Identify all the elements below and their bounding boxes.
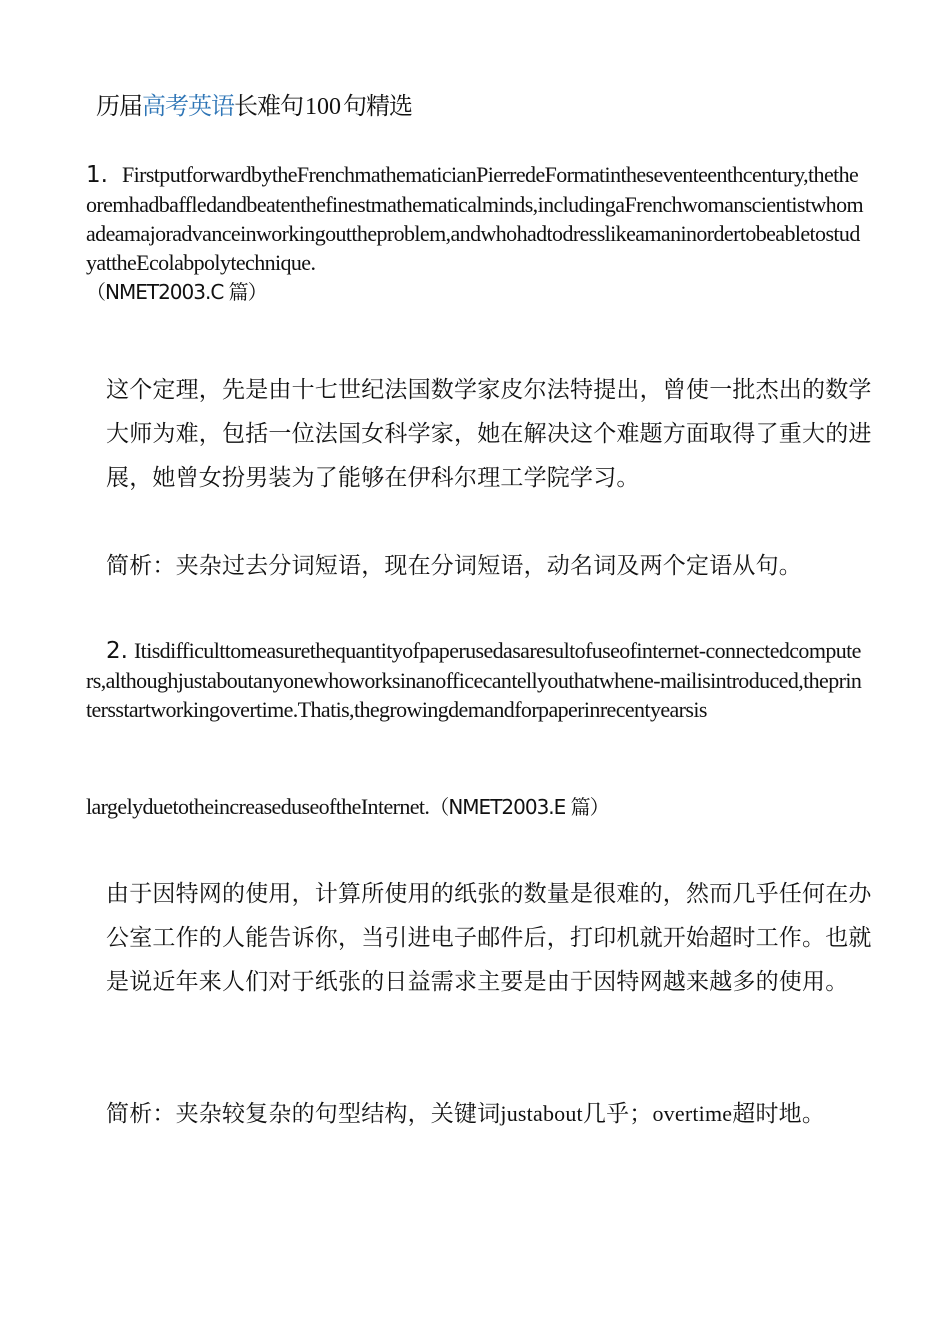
keyword-overtime-meaning: 超时地。 [732, 1101, 826, 1127]
item-2-number: 2. [106, 638, 128, 664]
item-2-english-text-a: Itisdifficulttomeasurethequantityofpaperusedasaresultofuseofinternet-connectedcomputers,althoughjustaboutanyonewhoworksinanofficecantellyouthatwhene-mailisintroduced,theprintersstartworkingovertime.Thatis,thegrowingdemandforpaperinrecentyearsis [86, 638, 862, 722]
item-2-english-text-b: largelyduetotheincreaseduseoftheInternet. [86, 794, 430, 819]
item-1-translation: 这个定理，先是由十七世纪法国数学家皮尔法特提出，曾使一批杰出的数学大师为难，包括一位法国女科学家，她在解决这个难题方面取得了重大的进展，她曾女扮男装为了能够在伊科尔理工学院学习。 [106, 377, 872, 491]
title-number: 100 [305, 94, 341, 120]
title-prefix: 历届 [96, 92, 142, 120]
item-1-analysis: 简析：夹杂过去分词短语，现在分词短语，动名词及两个定语从句。 [106, 553, 802, 579]
item-2-english-end [86, 792, 866, 822]
item-2-english [86, 636, 866, 724]
item-1-source: （NMET2003.C 篇） [86, 280, 267, 304]
title-highlight-link[interactable]: 高考英语 [142, 92, 234, 120]
title-middle: 长难句 [234, 92, 303, 120]
item-2-translation: 由于因特网的使用，计算所使用的纸张的数量是很难的，然而几乎任何在办公室工作的人能告诉你，当引进电子邮件后，打印机就开始超时工作。也就是说近年来人们对于纸张的日益需求主要是由于因特网越来越多的使用。 [106, 881, 872, 995]
item-2-analysis [86, 1092, 886, 1136]
title-suffix: 句精选 [343, 92, 412, 120]
item-1-number: 1. [86, 162, 108, 188]
item-2-source: （NMET2003.E 篇） [429, 795, 609, 819]
item-1-english-text: FirstputforwardbytheFrenchmathematicianPierredeFormatintheseventeenthcentury,thetheoremhadbaffledandbeatenthefinestmathematicalminds,includingaFrenchwomanscientistwhomadeamajoradvanceinworkingouttheproblem,andwhohadtodresslikeamaninordertobeabletostudyattheEcolabpolytechnique. [86, 162, 863, 275]
page-title [96, 88, 412, 125]
keyword-justabout: justabout [500, 1101, 583, 1126]
keyword-overtime: overtime [652, 1101, 733, 1126]
item-1-english [86, 160, 866, 307]
keyword-justabout-meaning: 几乎； [582, 1101, 653, 1127]
item-2-analysis-text: 简析：夹杂较复杂的句型结构，关键词 [106, 1101, 501, 1127]
